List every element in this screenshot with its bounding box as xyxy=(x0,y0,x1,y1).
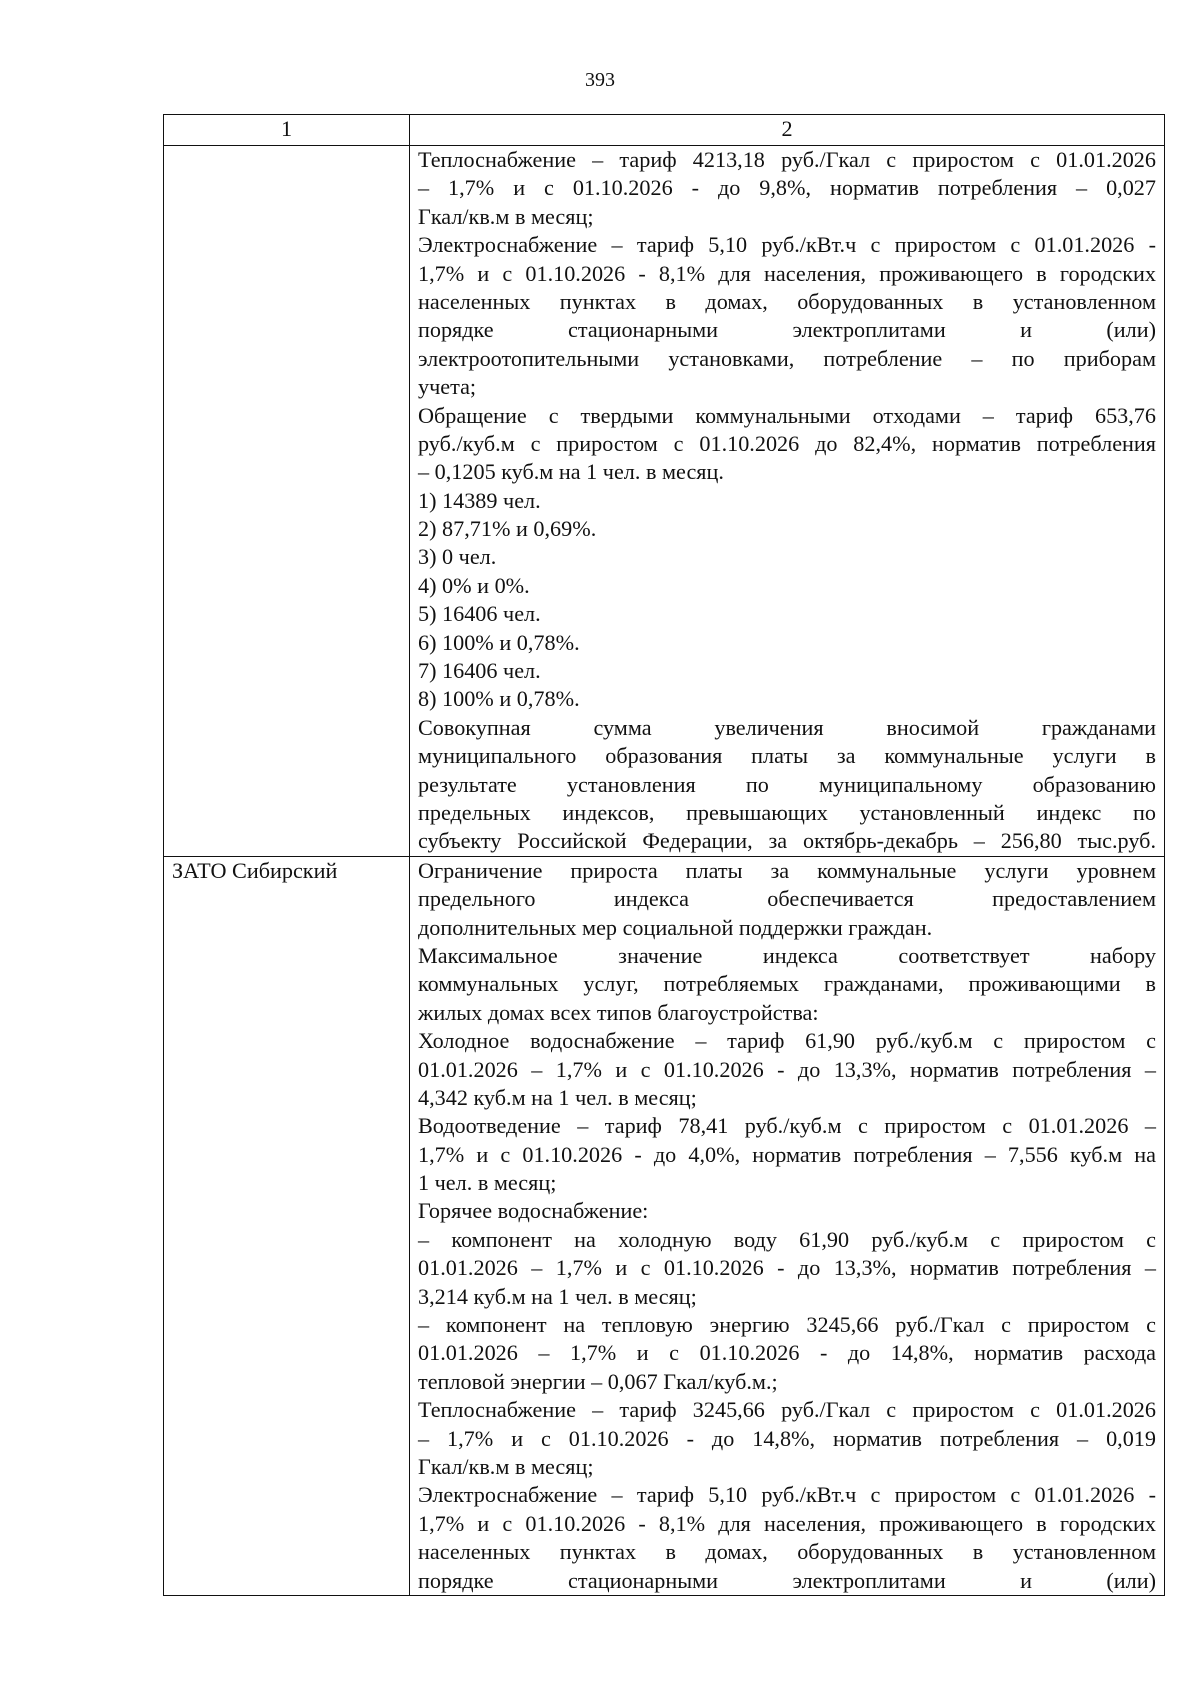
text-line: населенных пунктах в домах, оборудованных в установленном xyxy=(418,1539,1156,1565)
text-line: результате установления по муниципальному образованию xyxy=(418,771,1156,797)
text-line: Теплоснабжение – тариф 3245,66 руб./Гкал с приростом с 01.01.2026 xyxy=(418,1397,1156,1423)
table-header-row xyxy=(164,115,1165,146)
text-line: Электроснабжение – тариф 5,10 руб./кВт.ч с приростом с 01.01.2026 - xyxy=(418,232,1156,258)
text-line: Совокупная сумма увеличения вносимой гражданами xyxy=(418,714,1156,740)
municipality-cell xyxy=(164,146,410,857)
text-line: жилых домах всех типов благоустройства: xyxy=(418,999,819,1025)
description-cell xyxy=(410,146,1165,857)
text-line: – 1,7% и с 01.10.2026 - до 9,8%, норматив потребления – 0,027 xyxy=(418,175,1156,201)
text-line: 6) 100% и 0,78%. xyxy=(418,629,580,655)
text-line: Гкал/кв.м в месяц; xyxy=(418,203,594,229)
text-line: 3) 0 чел. xyxy=(418,544,497,570)
text-line: – 0,1205 куб.м на 1 чел. в месяц. xyxy=(418,459,724,485)
text-line: 01.01.2026 – 1,7% и с 01.10.2026 - до 13,3%, норматив потребления – xyxy=(418,1255,1156,1281)
table-row xyxy=(164,856,1165,1595)
text-line: Ограничение прироста платы за коммунальные услуги уровнем xyxy=(418,857,1156,883)
page-number: 393 xyxy=(585,69,615,91)
text-line: 1 чел. в месяц; xyxy=(418,1170,557,1196)
text-line: 5) 16406 чел. xyxy=(418,601,541,627)
text-line: предельного индекса обеспечивается предоставлением xyxy=(418,886,1156,912)
text-line: порядке стационарными электроплитами и (или) xyxy=(418,1567,1156,1593)
text-line: населенных пунктах в домах, оборудованных в установленном xyxy=(418,288,1156,314)
document-table xyxy=(163,114,1165,1596)
description-cell xyxy=(410,856,1165,1595)
text-line: – компонент на тепловую энергию 3245,66 руб./Гкал с приростом с xyxy=(418,1312,1156,1338)
column-header-1: 1 xyxy=(164,115,410,146)
text-line: 1,7% и с 01.10.2026 - до 4,0%, норматив потребления – 7,556 куб.м на xyxy=(418,1141,1156,1167)
text-line: Максимальное значение индекса соответствует набору xyxy=(418,942,1156,968)
text-line: 8) 100% и 0,78%. xyxy=(418,686,580,712)
text-line: – 1,7% и с 01.10.2026 - до 14,8%, норматив потребления – 0,019 xyxy=(418,1425,1156,1451)
column-header-2: 2 xyxy=(410,115,1165,146)
text-line: Гкал/кв.м в месяц; xyxy=(418,1453,594,1479)
text-line: 1,7% и с 01.10.2026 - 8,1% для населения, проживающего в городских xyxy=(418,260,1156,286)
text-line: муниципального образования платы за коммунальные услуги в xyxy=(418,743,1156,769)
text-line: 4,342 куб.м на 1 чел. в месяц; xyxy=(418,1084,697,1110)
text-line: Горячее водоснабжение: xyxy=(418,1198,649,1224)
table-row xyxy=(164,146,1165,857)
text-line: Теплоснабжение – тариф 4213,18 руб./Гкал с приростом с 01.01.2026 xyxy=(418,147,1156,172)
text-line: 1,7% и с 01.10.2026 - 8,1% для населения, проживающего в городских xyxy=(418,1510,1156,1536)
text-line: 3,214 куб.м на 1 чел. в месяц; xyxy=(418,1283,697,1309)
text-line: Обращение с твердыми коммунальными отходами – тариф 653,76 xyxy=(418,402,1156,428)
text-line: Водоотведение – тариф 78,41 руб./куб.м с приростом с 01.01.2026 – xyxy=(418,1113,1156,1139)
text-line: 01.01.2026 – 1,7% и с 01.10.2026 - до 13,3%, норматив потребления – xyxy=(418,1056,1156,1082)
text-line: 4) 0% и 0%. xyxy=(418,572,530,598)
text-line: дополнительных мер социальной поддержки граждан. xyxy=(418,914,933,940)
text-line: 01.01.2026 – 1,7% и с 01.10.2026 - до 14,8%, норматив расхода xyxy=(418,1340,1156,1366)
text-line: порядке стационарными электроплитами и (или) xyxy=(418,317,1156,343)
text-line: 1) 14389 чел. xyxy=(418,487,541,513)
municipality-cell: ЗАТО Сибирский xyxy=(164,856,410,1595)
text-line: руб./куб.м с приростом с 01.10.2026 до 82,4%, норматив потребления xyxy=(418,430,1156,456)
text-line: Холодное водоснабжение – тариф 61,90 руб./куб.м с приростом с xyxy=(418,1028,1156,1054)
text-line: субъекту Российской Федерации, за октябрь-декабрь – 256,80 тыс.руб. xyxy=(418,828,1156,854)
text-line: предельных индексов, превышающих установленный индекс по xyxy=(418,799,1156,825)
text-line: Электроснабжение – тариф 5,10 руб./кВт.ч с приростом с 01.01.2026 - xyxy=(418,1482,1156,1508)
text-line: тепловой энергии – 0,067 Гкал/куб.м.; xyxy=(418,1368,778,1394)
text-line: 7) 16406 чел. xyxy=(418,658,541,684)
text-line: электроотопительными установками, потребление – по приборам xyxy=(418,345,1156,371)
text-line: – компонент на холодную воду 61,90 руб./куб.м с приростом с xyxy=(418,1226,1156,1252)
text-line: учета; xyxy=(418,374,477,400)
text-line: 2) 87,71% и 0,69%. xyxy=(418,516,597,542)
text-line: коммунальных услуг, потребляемых гражданами, проживающими в xyxy=(418,971,1156,997)
